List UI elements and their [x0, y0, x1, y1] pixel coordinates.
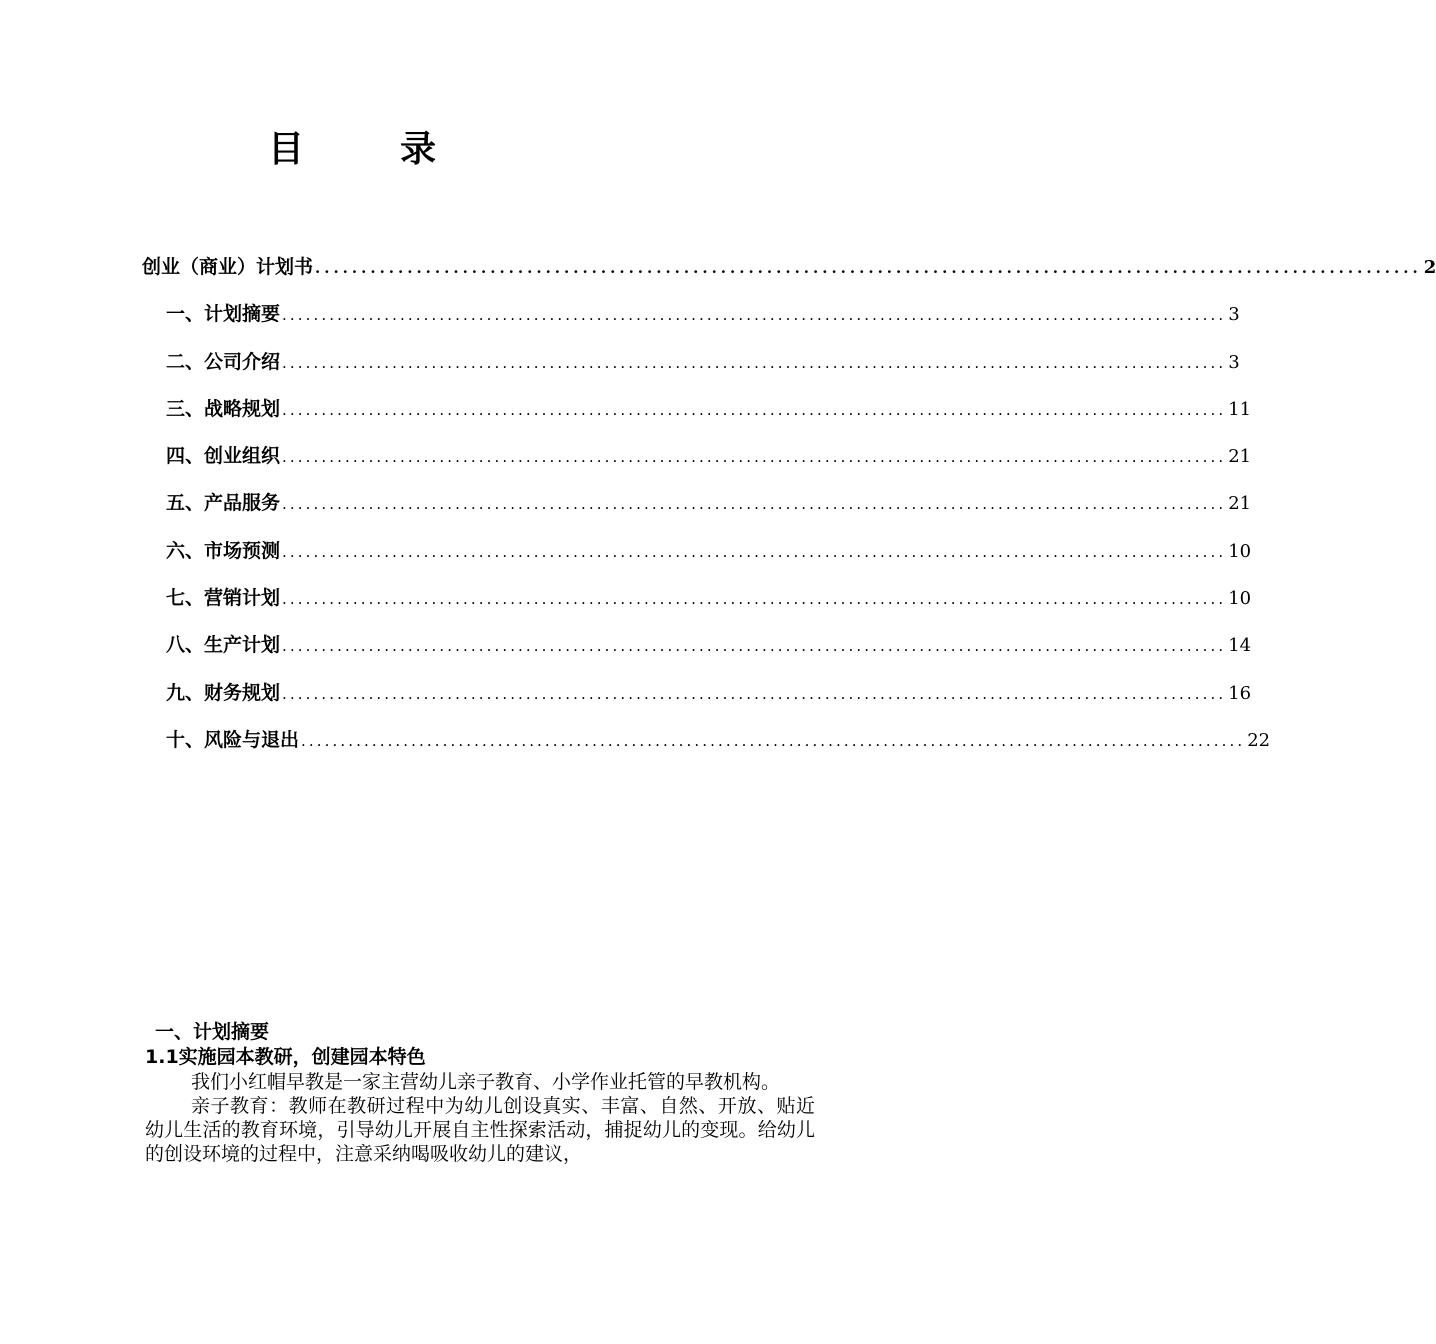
- toc-dot-leader: ........................................................................................................................: [301, 731, 1246, 750]
- toc-entry[interactable]: [142, 299, 1240, 346]
- toc-entry[interactable]: [142, 394, 1252, 441]
- toc-dot-leader: ........................................................................................................................: [282, 353, 1227, 372]
- toc-entry[interactable]: [142, 725, 1271, 772]
- toc-entry-label: 八、生产计划: [166, 634, 281, 657]
- toc-entry-page: 2: [1423, 257, 1436, 278]
- toc-entry-page: 3: [1228, 351, 1240, 373]
- table-of-contents: [142, 252, 1436, 772]
- toc-dot-leader: ........................................................................................................................: [282, 590, 1227, 609]
- toc-entry-page: 22: [1247, 729, 1271, 751]
- toc-entry[interactable]: [142, 678, 1252, 725]
- toc-dot-leader: ........................................................................................................................: [315, 259, 1422, 277]
- toc-entry-label: 十、风险与退出: [166, 728, 300, 751]
- toc-entry-label: 五、产品服务: [166, 492, 281, 515]
- body-paragraph: 我们小红帽早教是一家主营幼儿亲子教育、小学作业托管的早教机构。: [191, 1071, 781, 1093]
- toc-dot-leader: ........................................................................................................................: [282, 495, 1227, 514]
- toc-entry[interactable]: [142, 630, 1252, 677]
- toc-dot-leader: ........................................................................................................................: [282, 448, 1227, 467]
- toc-entry-page: 21: [1228, 493, 1252, 515]
- toc-entry-label: 一、计划摘要: [166, 303, 281, 326]
- toc-entry-page: 10: [1228, 588, 1252, 610]
- toc-entry-label: 三、战略规划: [166, 397, 281, 420]
- toc-entry[interactable]: [142, 488, 1252, 535]
- toc-entry-label: 创业（商业）计划书: [142, 256, 314, 278]
- plan-summary-section: [145, 1020, 815, 1166]
- toc-entry-label: 九、财务规划: [166, 681, 281, 704]
- toc-dot-leader: ........................................................................................................................: [282, 684, 1227, 703]
- toc-entry-label: 二、公司介绍: [166, 350, 281, 373]
- toc-entry[interactable]: [142, 347, 1240, 394]
- toc-entry[interactable]: [142, 536, 1252, 583]
- toc-entry-page: 11: [1228, 398, 1252, 420]
- toc-entry-page: 14: [1228, 635, 1252, 657]
- toc-entry-label: 七、营销计划: [166, 587, 281, 610]
- toc-entry[interactable]: [142, 252, 1436, 299]
- toc-dot-leader: ........................................................................................................................: [282, 542, 1227, 561]
- section-heading: 一、计划摘要: [155, 1021, 270, 1043]
- toc-entry[interactable]: [142, 441, 1252, 488]
- toc-entry-label: 六、市场预测: [166, 539, 281, 562]
- subsection-heading: 1.1实施园本教研，创建园本特色: [145, 1046, 426, 1068]
- toc-entry-page: 21: [1228, 446, 1252, 468]
- toc-dot-leader: ........................................................................................................................: [282, 306, 1227, 325]
- toc-dot-leader: ........................................................................................................................: [282, 400, 1227, 419]
- toc-entry-page: 3: [1228, 304, 1240, 326]
- toc-entry[interactable]: [142, 583, 1252, 630]
- toc-entry-label: 四、创业组织: [166, 445, 281, 468]
- toc-entry-page: 10: [1228, 540, 1252, 562]
- toc-entry-page: 16: [1228, 682, 1252, 704]
- toc-dot-leader: ........................................................................................................................: [282, 637, 1227, 656]
- toc-title: 目 录: [268, 129, 467, 170]
- body-paragraph: 亲子教育：教师在教研过程中为幼儿创设真实、丰富、自然、开放、贴近幼儿生活的教育环境，引导幼儿开展自主性探索活动，捕捉幼儿的变现。给幼儿的创设环境的过程中，注意采纳喝吸收幼儿的建议，: [145, 1095, 815, 1165]
